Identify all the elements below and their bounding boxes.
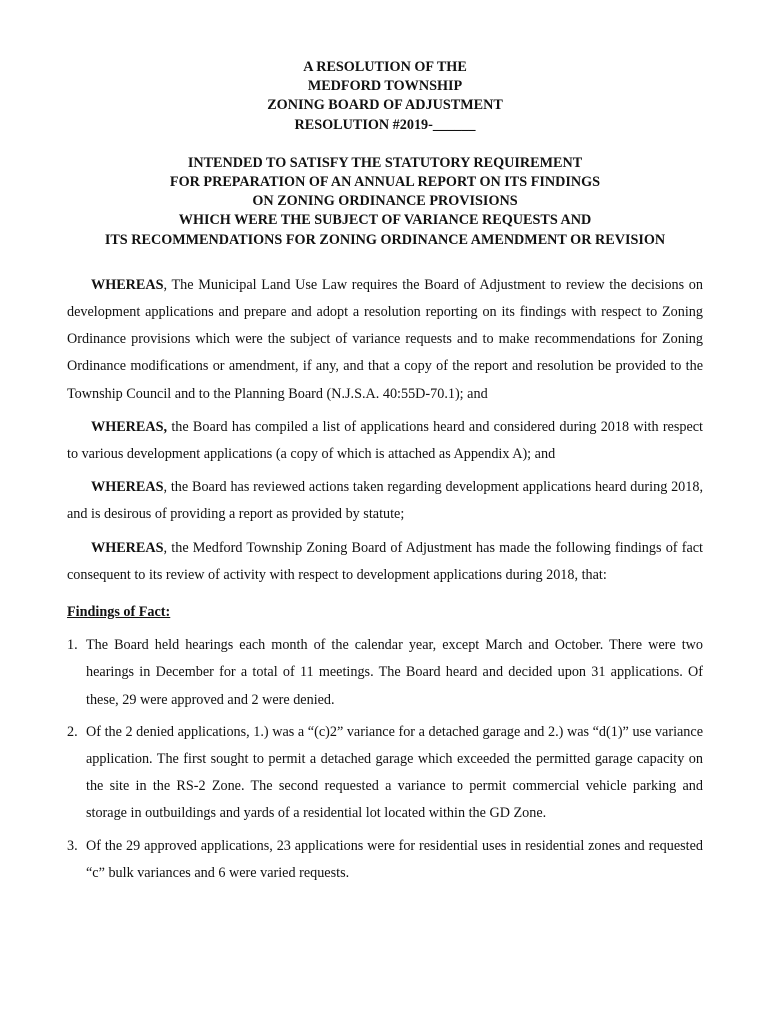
- findings-list: [67, 632, 703, 887]
- whereas-paragraph: [67, 474, 703, 528]
- item-number: 2.: [67, 723, 78, 740]
- paragraph-text: , The Municipal Land Use Law requires the Board of Adjustment to review the decisions on development applications and prepare and adopt a resolution reporting on its findings with respect to Zoning Ordinance provisions which were the subject of variance requests and to make recommendations for Zoning Ordinance modifications or amendment, if any, and that a copy of the report and resolution be provided to the Township Council and to the Planning Board (N.J.S.A. 40:55D-70.1); and: [67, 276, 703, 402]
- subheading-line: INTENDED TO SATISFY THE STATUTORY REQUIREMENT: [187, 154, 583, 171]
- paragraph-text: , the Medford Township Zoning Board of Adjustment has made the following findings of fact consequent to its review of activity with respect to development applications during 2018, that:: [67, 539, 703, 583]
- whereas-lead: WHEREAS: [91, 539, 164, 556]
- list-item: [67, 632, 703, 714]
- resolution-heading: [67, 58, 703, 135]
- heading-line: MEDFORD TOWNSHIP: [307, 78, 463, 95]
- whereas-lead: WHEREAS: [91, 276, 164, 293]
- paragraph-text: the Board has compiled a list of applications heard and considered during 2018 with respect to various development applications (a copy of which is attached as Appendix A); and: [67, 418, 703, 463]
- whereas-paragraph: [67, 535, 703, 589]
- item-number: 3.: [67, 837, 78, 854]
- whereas-paragraph: [67, 272, 703, 408]
- subheading-line: ON ZONING ORDINANCE PROVISIONS: [252, 193, 518, 210]
- item-number: 1.: [67, 637, 78, 654]
- findings-title: Findings of Fact:: [67, 604, 171, 621]
- whereas-lead: WHEREAS,: [91, 418, 168, 435]
- subheading-line: WHICH WERE THE SUBJECT OF VARIANCE REQUESTS AND: [178, 212, 592, 229]
- paragraph-text: , the Board has reviewed actions taken regarding development applications heard during 2018, and is desirous of providing a report as provided by statute;: [67, 479, 703, 523]
- resolution-subheading: [67, 154, 703, 250]
- list-item: [67, 833, 703, 887]
- heading-line: A RESOLUTION OF THE: [303, 59, 467, 75]
- subheading-line: FOR PREPARATION OF AN ANNUAL REPORT ON ITS FINDINGS: [169, 174, 601, 191]
- list-item: [67, 719, 703, 828]
- subheading-line: ITS RECOMMENDATIONS FOR ZONING ORDINANCE AMENDMENT OR REVISION: [104, 231, 666, 248]
- whereas-paragraph: [67, 414, 703, 468]
- item-text: Of the 2 denied applications, 1.) was a “(c)2” variance for a detached garage and 2.) was “d(1)” use variance application. The first sought to permit a detached garage which exceeded the permitted garage capacity on the site in the RS-2 Zone. The second requested a variance to permit commercial vehicle parking and storage in outbuildings and yards of a residential lot located within the GD Zone.: [86, 723, 703, 822]
- resolution-number: RESOLUTION #2019-______: [294, 116, 476, 133]
- item-text: The Board held hearings each month of the calendar year, except March and October. There were two hearings in December for a total of 11 meetings. The Board heard and decided upon 31 applications. Of these, 29 were approved and 2 were denied.: [86, 637, 703, 708]
- whereas-lead: WHEREAS: [91, 479, 164, 496]
- item-text: Of the 29 approved applications, 23 applications were for residential uses in residential zones and requested “c” bulk variances and 6 were varied requests.: [86, 837, 703, 881]
- heading-line: ZONING BOARD OF ADJUSTMENT: [267, 97, 503, 114]
